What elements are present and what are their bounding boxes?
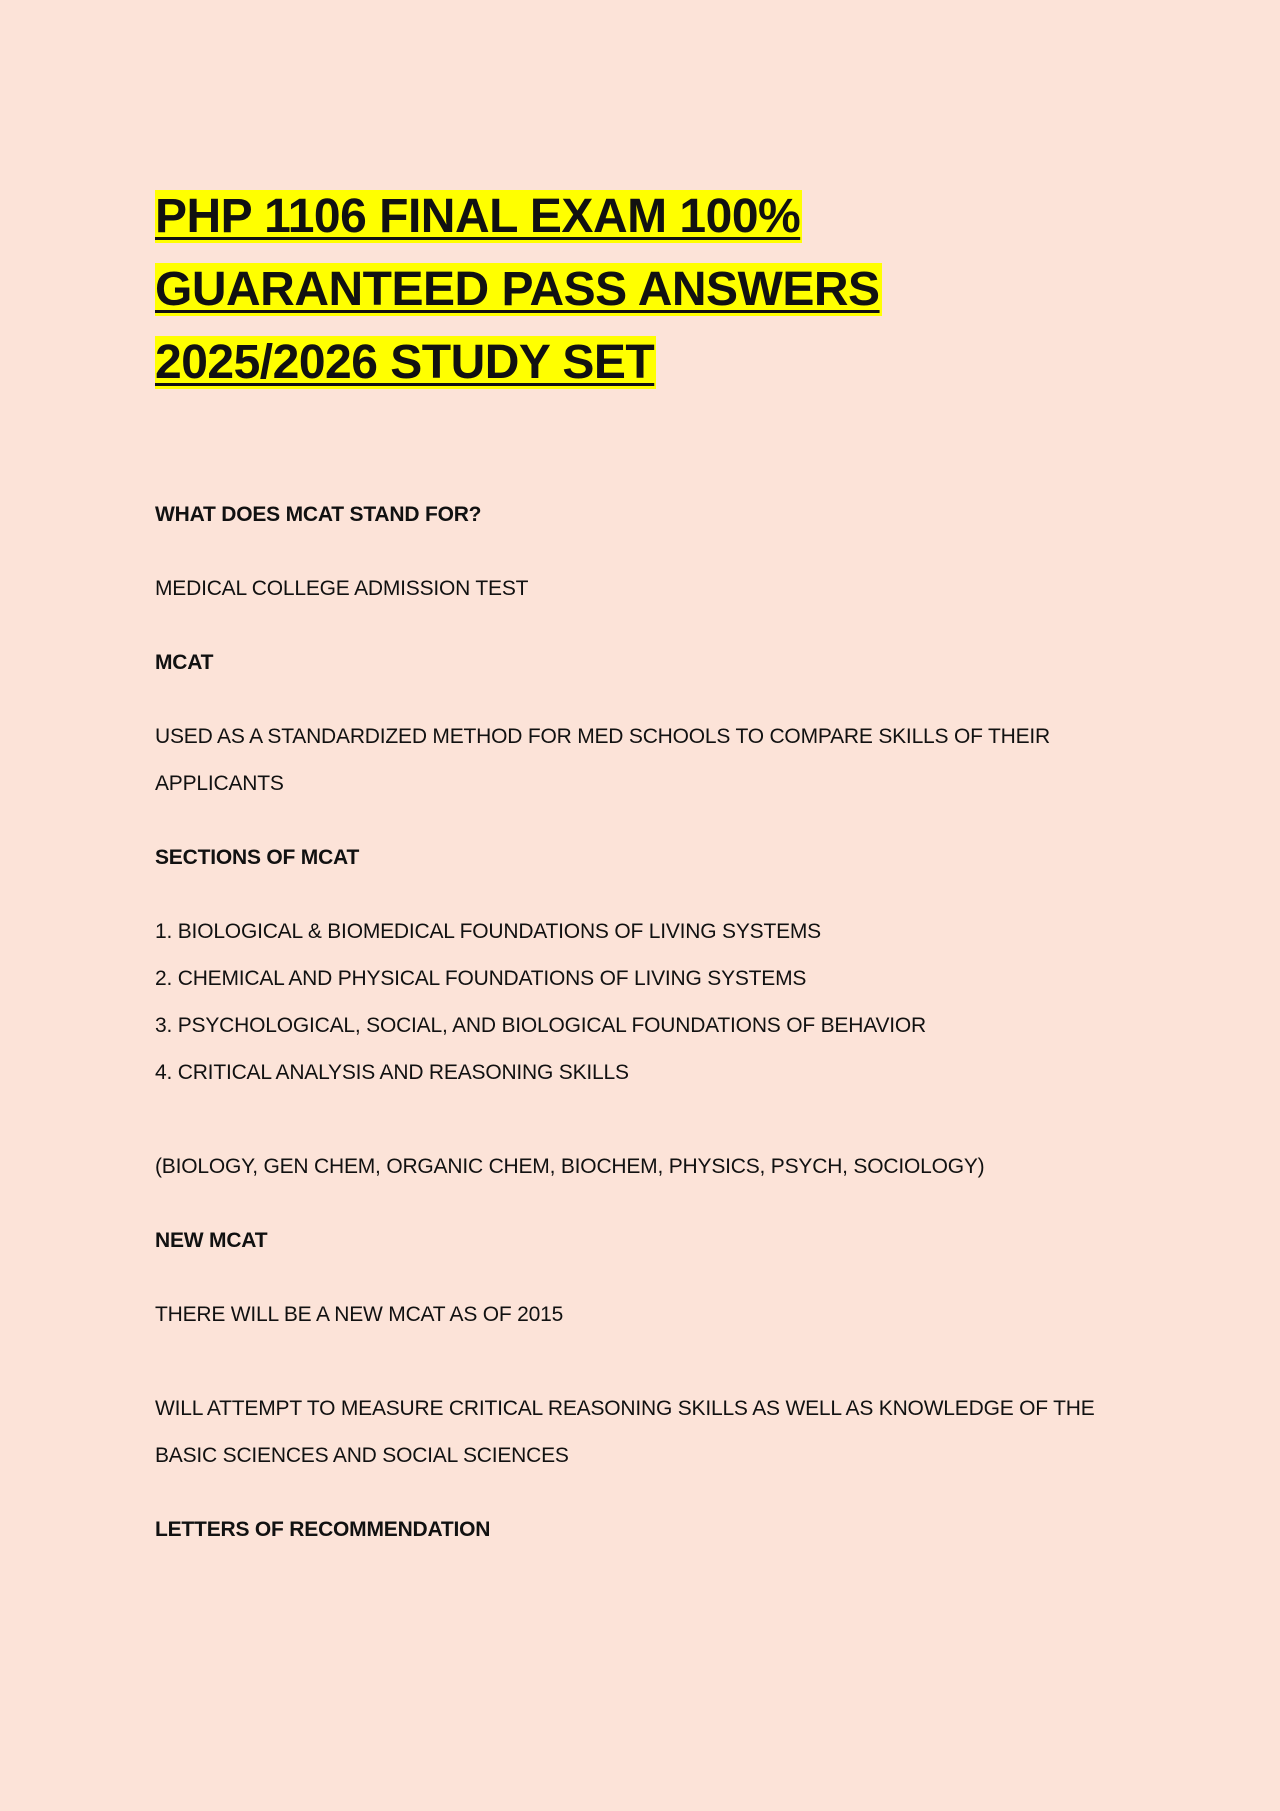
answer-text: THERE WILL BE A NEW MCAT AS OF 2015 [155,1303,564,1326]
question-heading: MCAT [155,651,214,674]
list-item: 4. CRITICAL ANALYSIS AND REASONING SKILLS [155,1061,629,1084]
question-heading: NEW MCAT [155,1229,268,1252]
title-line [155,180,1135,253]
question-answer-list [155,491,1135,1553]
document-title [155,180,1135,399]
answer-text: (BIOLOGY, GEN CHEM, ORGANIC CHEM, BIOCHEM, PHYSICS, PSYCH, SOCIOLOGY) [155,1155,985,1178]
list-item: 3. PSYCHOLOGICAL, SOCIAL, AND BIOLOGICAL FOUNDATIONS OF BEHAVIOR [155,1014,926,1037]
title-line [155,253,1135,326]
answer-text: APPLICANTS [155,772,284,795]
answer-text: WILL ATTEMPT TO MEASURE CRITICAL REASONING SKILLS AS WELL AS KNOWLEDGE OF THE [155,1397,1095,1420]
answer-text: BASIC SCIENCES AND SOCIAL SCIENCES [155,1444,569,1467]
answer-text: USED AS A STANDARDIZED METHOD FOR MED SCHOOLS TO COMPARE SKILLS OF THEIR [155,725,1050,748]
question-heading: SECTIONS OF MCAT [155,846,360,869]
title-line-text: GUARANTEED PASS ANSWERS [155,263,880,316]
list-item: 2. CHEMICAL AND PHYSICAL FOUNDATIONS OF LIVING SYSTEMS [155,967,807,990]
document-page [155,180,1135,1553]
title-line-text: PHP 1106 FINAL EXAM 100% [155,190,801,243]
title-line [155,326,1135,399]
list-item: 1. BIOLOGICAL & BIOMEDICAL FOUNDATIONS OF LIVING SYSTEMS [155,920,821,943]
title-line-text: 2025/2026 STUDY SET [155,336,655,389]
question-heading: LETTERS OF RECOMMENDATION [155,1518,491,1541]
answer-text: MEDICAL COLLEGE ADMISSION TEST [155,577,529,600]
question-heading: WHAT DOES MCAT STAND FOR? [155,503,482,526]
